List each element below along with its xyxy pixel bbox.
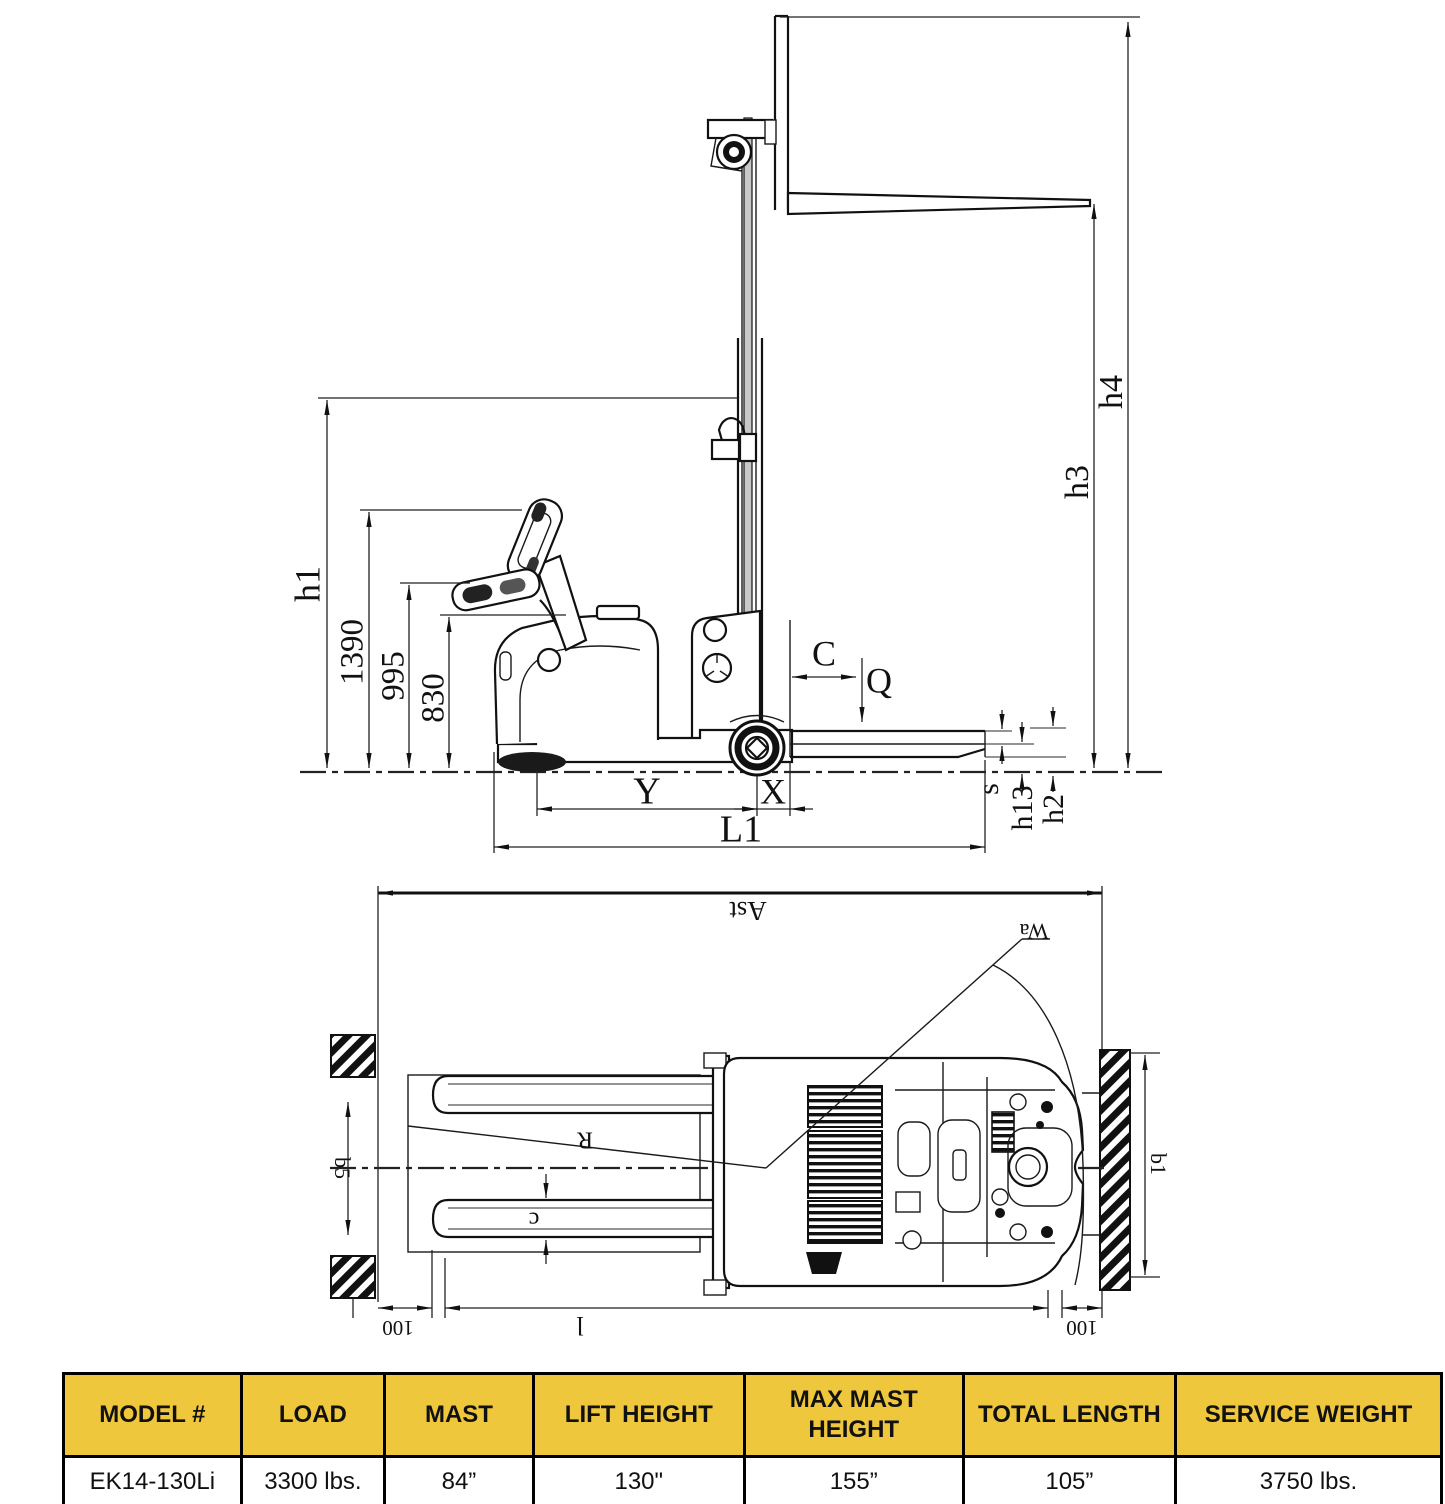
dim-label-1390: 1390 bbox=[334, 619, 371, 685]
dim-label-q: Q bbox=[866, 660, 892, 701]
dim-label-b5: b5 bbox=[329, 1157, 355, 1179]
dim-label-830: 830 bbox=[415, 673, 452, 723]
dim-label-h1: h1 bbox=[287, 566, 328, 602]
dim-label-y: Y bbox=[633, 770, 661, 813]
dim-label-c-load-center: C bbox=[811, 633, 837, 674]
value-max-mast-height: 155” bbox=[744, 1457, 963, 1504]
dim-label-b1: b1 bbox=[1145, 1153, 1171, 1175]
dim-label-l1: L1 bbox=[719, 808, 763, 851]
dim-label-h2: h2 bbox=[1036, 794, 1070, 824]
dim-label-ast: Ast bbox=[729, 895, 767, 926]
header-mast: MAST bbox=[385, 1374, 534, 1457]
value-lift-height: 130" bbox=[533, 1457, 744, 1504]
dim-label-995: 995 bbox=[375, 651, 412, 701]
value-load: 3300 lbs. bbox=[241, 1457, 384, 1504]
dim-label-c-fork: c bbox=[528, 1206, 540, 1233]
spec-header-row bbox=[64, 1374, 1442, 1457]
value-model: EK14-130Li bbox=[64, 1457, 242, 1504]
dim-label-100-left: 100 bbox=[382, 1316, 414, 1341]
header-service-weight: SERVICE WEIGHT bbox=[1175, 1374, 1441, 1457]
value-total-length: 105” bbox=[963, 1457, 1175, 1504]
dim-label-r: R bbox=[576, 1126, 594, 1153]
dim-label-h4: h4 bbox=[1092, 375, 1130, 409]
side-view-drawing bbox=[287, 16, 1162, 853]
spec-table bbox=[62, 1372, 1443, 1504]
header-max-mast-height: MAX MAST HEIGHT bbox=[744, 1374, 963, 1457]
dim-label-l: l bbox=[576, 1311, 584, 1341]
spec-value-row bbox=[64, 1457, 1442, 1504]
dim-label-h3: h3 bbox=[1058, 465, 1096, 499]
dim-label-100-right: 100 bbox=[1066, 1316, 1098, 1341]
header-total-length: TOTAL LENGTH bbox=[963, 1374, 1175, 1457]
value-service-weight: 3750 lbs. bbox=[1175, 1457, 1441, 1504]
header-lift-height: LIFT HEIGHT bbox=[533, 1374, 744, 1457]
dim-label-h13: h13 bbox=[1005, 785, 1039, 831]
top-view-drawing bbox=[330, 886, 1171, 1340]
dim-label-x: X bbox=[760, 771, 786, 812]
header-load: LOAD bbox=[241, 1374, 384, 1457]
dim-label-wa: Wa bbox=[1019, 918, 1049, 944]
value-mast: 84” bbox=[385, 1457, 534, 1504]
dim-label-s: s bbox=[971, 783, 1005, 795]
header-model: MODEL # bbox=[64, 1374, 242, 1457]
